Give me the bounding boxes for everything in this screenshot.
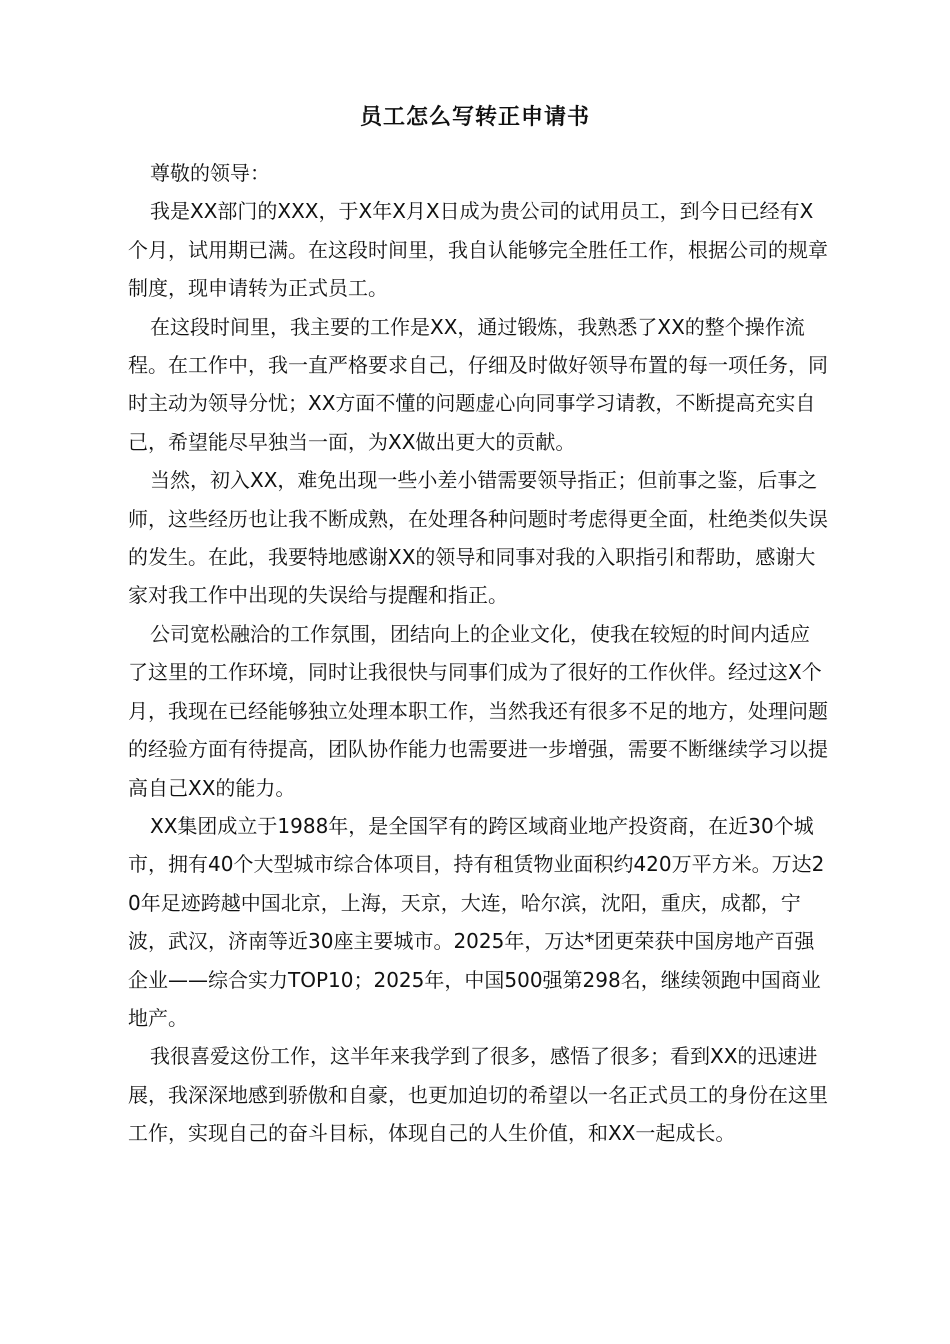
salutation: 尊敬的领导：: [150, 161, 270, 185]
paragraph-environment: 公司宽松融洽的工作氛围，团结向上的企业文化，使我在较短的时间内适应了这里的工作环境，同时让我很快与同事们成为了很好的工作伙伴。经过这X个月，我现在已经能够独立处理本职工作，当然我还有很多不足的地方，处理问题的经验方面有待提高，团队协作能力也需要进一步增强，需要不断继续学习以提高自己XX的能力。: [128, 621, 828, 800]
document-title: 员工怎么写转正申请书: [359, 105, 590, 130]
paragraph-company-profile: XX集团成立于1988年，是全国罕有的跨区域商业地产投资商，在近30个城市，拥有40个大型城市综合体项目，持有租赁物业面积约420万平方米。万达20年足迹跨越中国北京，上海，天京，大连，哈尔滨，沈阳，重庆，成都，宁波，武汉，济南等近30座主要城市。2025年，万达*团更荣获中国房地产百强企业——综合实力TOP10；2025年，中国500强第298名，继续领跑中国商业地产。: [128, 813, 825, 1030]
paragraph-closing: 我很喜爱这份工作，这半年来我学到了很多，感悟了很多；看到XX的迅速进展，我深深地感到骄傲和自豪，也更加迫切的希望以一名正式员工的身份在这里工作，实现自己的奋斗目标，体现自己的人生价值，和XX一起成长。: [128, 1044, 828, 1146]
paragraph-growth-thanks: 当然，初入XX，难免出现一些小差小错需要领导指正；但前事之鉴，后事之师，这些经历也让我不断成熟，在处理各种问题时考虑得更全面，杜绝类似失误的发生。在此，我要特地感谢XX的领导和同事对我的入职指引和帮助，感谢大家对我工作中出现的失误给与提醒和指正。: [128, 468, 828, 608]
paragraph-work-duties: 在这段时间里，我主要的工作是XX，通过锻炼，我熟悉了XX的整个操作流程。在工作中，我一直严格要求自己，仔细及时做好领导布置的每一项任务，同时主动为领导分忧；XX方面不懂的问题虚心向同事学习请教，不断提高充实自己，希望能尽早独当一面，为XX做出更大的贡献。: [128, 314, 828, 454]
paragraph-intro: 我是XX部门的XXX，于X年X月X日成为贵公司的试用员工，到今日已经有X个月，试用期已满。在这段时间里，我自认能够完全胜任工作，根据公司的规章制度，现申请转为正式员工。: [128, 199, 828, 301]
document-body: [128, 154, 828, 1153]
